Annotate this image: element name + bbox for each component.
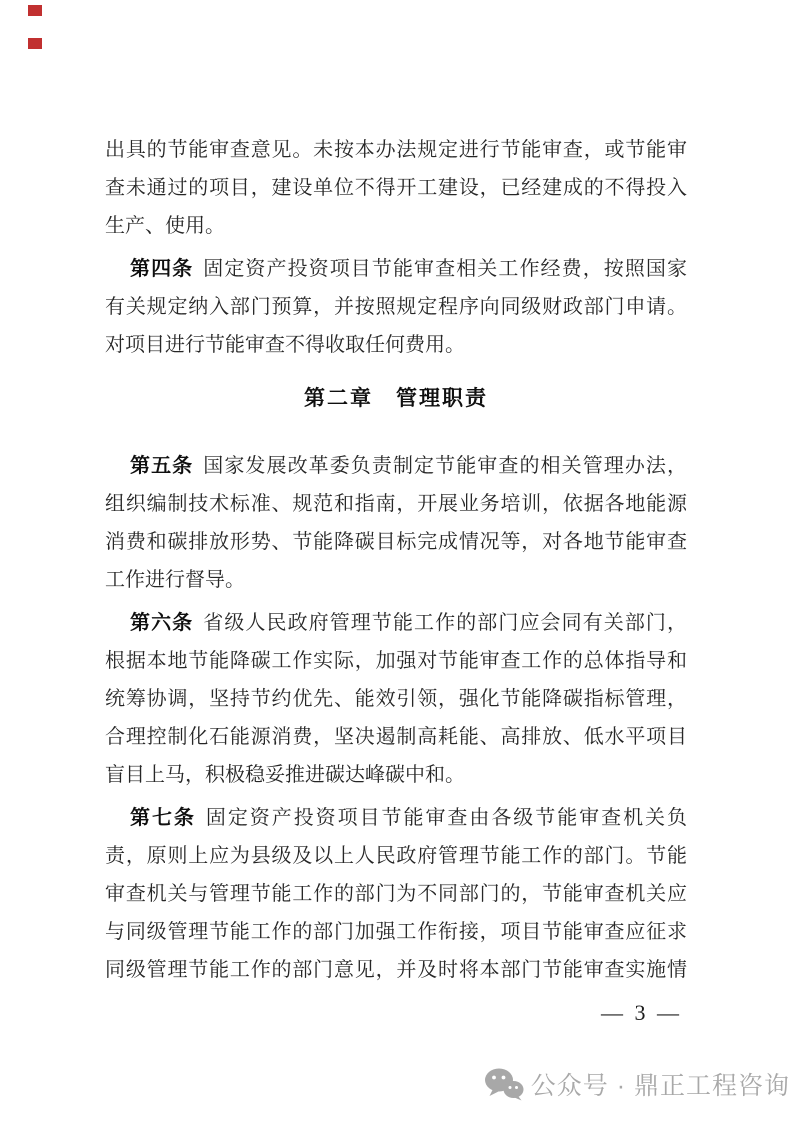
article-number: 第六条 <box>130 612 194 634</box>
paragraph-line: 盲目上马，积极稳妥推进碳达峰碳中和。 <box>105 764 465 786</box>
paragraph-line: 根据本地节能降碳工作实际，加强对节能审查工作的总体指导和 <box>105 650 687 672</box>
paragraph-line: 同级管理节能工作的部门意见，并及时将本部门节能审查实施情 <box>105 959 687 981</box>
watermark <box>484 1066 790 1102</box>
paragraph-line: 对项目进行节能审查不得收取任何费用。 <box>105 334 465 356</box>
article-number: 第五条 <box>130 455 194 477</box>
paragraph-line: 合理控制化石能源消费，坚决遏制高耗能、高排放、低水平项目 <box>105 726 687 748</box>
paragraph-line: 审查机关与管理节能工作的部门为不同部门的，节能审查机关应 <box>105 883 687 905</box>
article-text: 固定资产投资项目节能审查相关工作经费，按照国家 <box>203 258 687 280</box>
paragraph-line: 消费和碳排放形势、节能降碳目标完成情况等，对各地节能审查 <box>105 531 687 553</box>
paragraph-line <box>105 250 687 288</box>
paragraph-line: 责，原则上应为县级及以上人民政府管理节能工作的部门。节能 <box>105 845 687 867</box>
paragraph <box>105 131 687 245</box>
red-stamp-mark <box>28 5 42 16</box>
wechat-icon <box>484 1067 524 1101</box>
paragraph-line: 与同级管理节能工作的部门加强工作衔接，项目节能审查应征求 <box>105 921 687 943</box>
paragraph-line: 工作进行督导。 <box>105 569 245 591</box>
paragraph-line: 出具的节能审查意见。未按本办法规定进行节能审查，或节能审 <box>105 139 687 161</box>
article-number: 第四条 <box>130 258 194 280</box>
paragraph-line <box>105 447 687 485</box>
paragraph-line: 查未通过的项目，建设单位不得开工建设，已经建成的不得投入 <box>105 177 687 199</box>
article-text: 固定资产投资项目节能审查由各级节能审查机关负 <box>205 807 687 829</box>
paragraph-article-5 <box>105 447 687 599</box>
paragraph-line: 有关规定纳入部门预算，并按照规定程序向同级财政部门申请。 <box>105 296 687 318</box>
article-number: 第七条 <box>130 807 196 829</box>
paragraph-line: 生产、使用。 <box>105 215 225 237</box>
red-stamp-mark <box>28 38 42 49</box>
article-text: 国家发展改革委负责制定节能审查的相关管理办法， <box>203 455 687 477</box>
paragraph-article-7 <box>105 799 687 989</box>
paragraph-line: 组织编制技术标准、规范和指南，开展业务培训，依据各地能源 <box>105 493 687 515</box>
paragraph-line <box>105 604 687 642</box>
paragraph-article-4 <box>105 250 687 364</box>
article-text: 省级人民政府管理节能工作的部门应会同有关部门， <box>203 612 687 634</box>
chapter-heading: 第二章 管理职责 <box>304 387 488 410</box>
paragraph-article-6 <box>105 604 687 794</box>
paragraph-line <box>105 799 687 837</box>
paragraph-line: 统筹协调，坚持节约优先、能效引领，强化节能降碳指标管理， <box>105 688 687 710</box>
page-number: — 3 — <box>601 1000 682 1025</box>
watermark-text: 公众号 · 鼎正工程咨询 <box>530 1072 790 1100</box>
document-body <box>105 131 687 994</box>
